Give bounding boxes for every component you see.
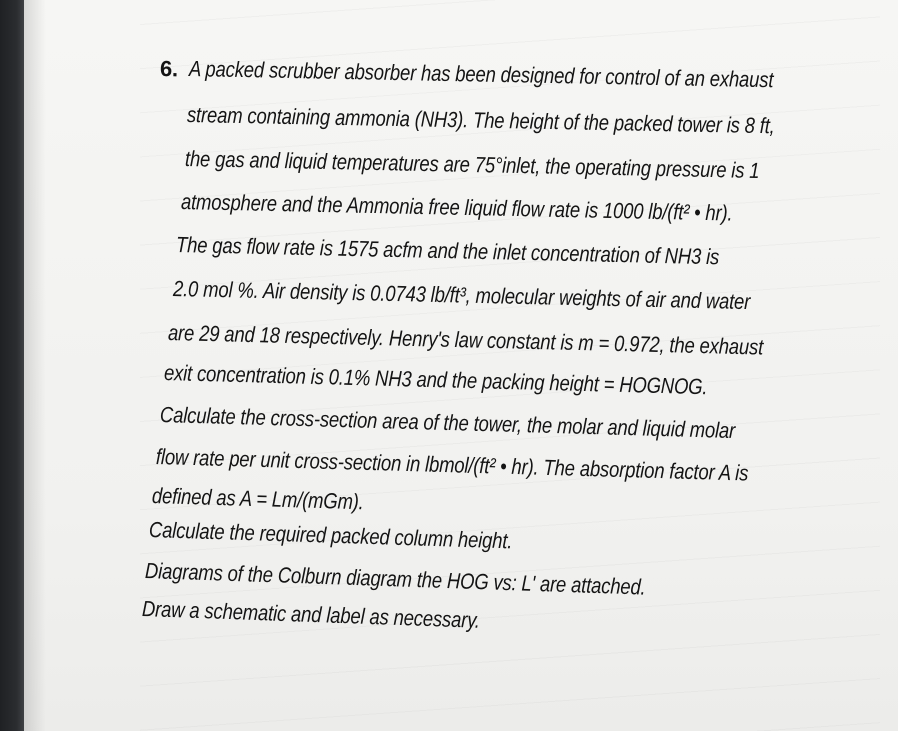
paper-shadow [24, 0, 46, 731]
problem-line-10: flow rate per unit cross-section in lbmol/(ft² • hr). The absorption factor A is [155, 444, 749, 486]
problem-line-1: A packed scrubber absorber has been designed for control of an exhaust [188, 56, 774, 93]
problem-number: 6. [159, 56, 179, 82]
problem-line-7: are 29 and 18 respectively. Henry's law constant is m = 0.972, the exhaust [167, 320, 764, 360]
problem-line-3: the gas and liquid temperatures are 75°inlet, the operating pressure is 1 [184, 146, 760, 184]
problem-line-6: 2.0 mol %. Air density is 0.0743 lb/ft³, molecular weights of air and water [172, 276, 751, 315]
problem-line-4: atmosphere and the Ammonia free liquid flow rate is 1000 lb/(ft² • hr). [180, 189, 733, 226]
problem-line-5: The gas flow rate is 1575 acfm and the inlet concentration of NH3 is [175, 232, 720, 270]
problem-line-2: stream containing ammonia (NH3). The height of the packed tower is 8 ft, [186, 102, 775, 139]
problem-line-9: Calculate the cross-section area of the tower, the molar and liquid molar [159, 402, 736, 444]
problem-line-13: Diagrams of the Colburn diagram the HOG vs: L' are attached. [144, 558, 647, 600]
problem-line-8: exit concentration is 0.1% NH3 and the packing height = HOGNOG. [163, 360, 708, 400]
problem-line-12: Calculate the required packed column height. [148, 517, 513, 554]
problem-line-11: defined as A = Lm/(mGm). [151, 483, 365, 515]
problem-line-14: Draw a schematic and label as necessary. [141, 596, 481, 633]
